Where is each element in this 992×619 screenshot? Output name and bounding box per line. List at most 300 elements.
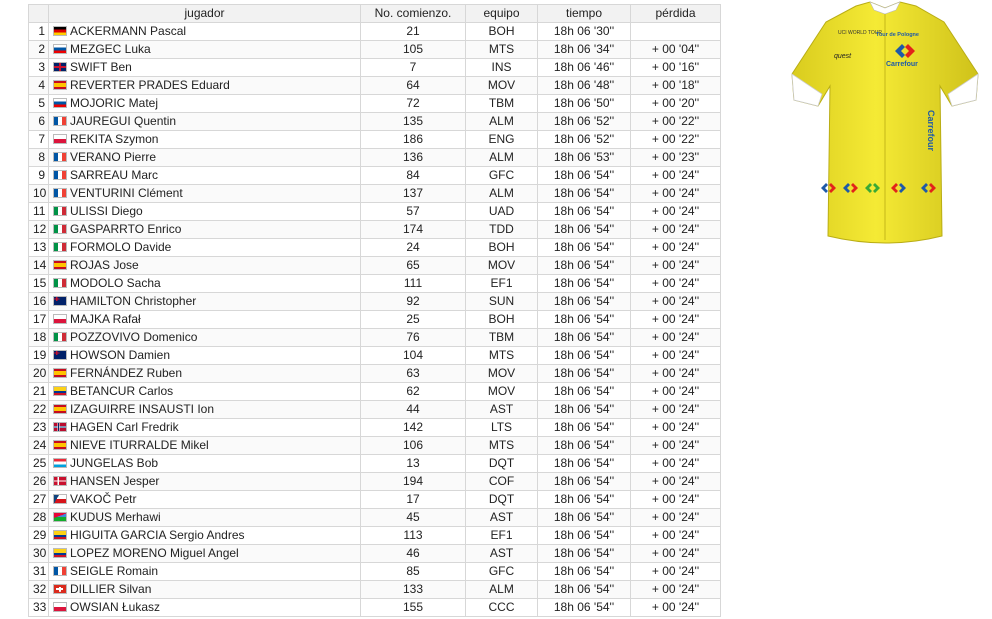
time-cell: 18h 06 '54'' — [538, 599, 631, 617]
position-cell: 27 — [29, 491, 49, 509]
country-flag-icon — [53, 530, 67, 540]
team-cell: ALM — [466, 185, 538, 203]
time-cell: 18h 06 '54'' — [538, 293, 631, 311]
time-cell: 18h 06 '53'' — [538, 149, 631, 167]
rider-cell — [49, 473, 361, 491]
position-cell: 22 — [29, 401, 49, 419]
gap-cell: + 00 '24'' — [631, 293, 721, 311]
gap-cell: + 00 '24'' — [631, 347, 721, 365]
country-flag-icon — [53, 80, 67, 90]
team-cell: TBM — [466, 95, 538, 113]
rider-cell — [49, 221, 361, 239]
rider-name-link[interactable]: ULISSI Diego — [70, 204, 143, 218]
rider-name-link[interactable]: MEZGEC Luka — [70, 42, 151, 56]
team-cell: TDD — [466, 221, 538, 239]
rider-cell — [49, 401, 361, 419]
time-cell: 18h 06 '48'' — [538, 77, 631, 95]
rider-name-link[interactable]: VENTURINI Clément — [70, 186, 183, 200]
rider-cell — [49, 167, 361, 185]
header-time[interactable]: tiempo — [538, 5, 631, 23]
rider-cell — [49, 149, 361, 167]
start-number-cell: 44 — [361, 401, 466, 419]
position-cell: 15 — [29, 275, 49, 293]
rider-cell — [49, 275, 361, 293]
gap-cell: + 00 '24'' — [631, 581, 721, 599]
country-flag-icon — [53, 134, 67, 144]
start-number-cell: 135 — [361, 113, 466, 131]
rider-name-link[interactable]: FORMOLO Davide — [70, 240, 172, 254]
time-cell: 18h 06 '54'' — [538, 509, 631, 527]
position-cell: 1 — [29, 23, 49, 41]
rider-cell — [49, 347, 361, 365]
gap-cell: + 00 '24'' — [631, 455, 721, 473]
gap-cell: + 00 '24'' — [631, 419, 721, 437]
position-cell: 30 — [29, 545, 49, 563]
rider-cell — [49, 77, 361, 95]
time-cell: 18h 06 '54'' — [538, 347, 631, 365]
country-flag-icon — [53, 242, 67, 252]
country-flag-icon — [53, 98, 67, 108]
country-flag-icon — [53, 476, 67, 486]
country-flag-icon — [53, 368, 67, 378]
time-cell: 18h 06 '54'' — [538, 581, 631, 599]
table-row — [29, 113, 721, 131]
team-cell: EF1 — [466, 527, 538, 545]
team-cell: BOH — [466, 23, 538, 41]
header-position — [29, 5, 49, 23]
country-flag-icon — [53, 170, 67, 180]
team-cell: GFC — [466, 563, 538, 581]
rider-cell — [49, 257, 361, 275]
rider-name-link[interactable]: LOPEZ MORENO Miguel Angel — [70, 546, 239, 560]
table-row — [29, 77, 721, 95]
team-cell: BOH — [466, 311, 538, 329]
time-cell: 18h 06 '54'' — [538, 401, 631, 419]
gap-cell — [631, 23, 721, 41]
time-cell: 18h 06 '54'' — [538, 167, 631, 185]
time-cell: 18h 06 '46'' — [538, 59, 631, 77]
rider-cell — [49, 455, 361, 473]
start-number-cell: 24 — [361, 239, 466, 257]
table-row — [29, 257, 721, 275]
time-cell: 18h 06 '54'' — [538, 311, 631, 329]
jersey-race-logo-text: Tour de Pologne — [876, 32, 919, 38]
team-cell: INS — [466, 59, 538, 77]
rider-cell — [49, 203, 361, 221]
table-row — [29, 419, 721, 437]
rider-cell — [49, 293, 361, 311]
gap-cell: + 00 '24'' — [631, 473, 721, 491]
table-row — [29, 527, 721, 545]
team-cell: MOV — [466, 77, 538, 95]
time-cell: 18h 06 '54'' — [538, 491, 631, 509]
rider-name-link[interactable]: MODOLO Sacha — [70, 276, 161, 290]
country-flag-icon — [53, 386, 67, 396]
gap-cell: + 00 '24'' — [631, 491, 721, 509]
start-number-cell: 13 — [361, 455, 466, 473]
team-cell: DQT — [466, 491, 538, 509]
table-row — [29, 455, 721, 473]
gap-cell: + 00 '24'' — [631, 185, 721, 203]
country-flag-icon — [53, 26, 67, 36]
team-cell: ALM — [466, 113, 538, 131]
team-cell: LTS — [466, 419, 538, 437]
rider-name-link[interactable]: JAUREGUI Quentin — [70, 114, 177, 128]
start-number-cell: 104 — [361, 347, 466, 365]
table-row — [29, 437, 721, 455]
position-cell: 12 — [29, 221, 49, 239]
start-number-cell: 92 — [361, 293, 466, 311]
rider-name-link[interactable]: MOJORIC Matej — [70, 96, 159, 110]
time-cell: 18h 06 '54'' — [538, 329, 631, 347]
rider-cell — [49, 527, 361, 545]
country-flag-icon — [53, 314, 67, 324]
jersey-carrefour-text: Carrefour — [886, 61, 918, 68]
team-cell: ALM — [466, 149, 538, 167]
rider-cell — [49, 131, 361, 149]
gap-cell: + 00 '24'' — [631, 311, 721, 329]
rider-name-link[interactable]: DILLIER Silvan — [70, 582, 152, 596]
gap-cell: + 00 '24'' — [631, 275, 721, 293]
gap-cell: + 00 '24'' — [631, 563, 721, 581]
rider-cell — [49, 491, 361, 509]
rider-name-link[interactable]: FERNÁNDEZ Ruben — [70, 366, 183, 380]
rider-cell — [49, 545, 361, 563]
team-cell: MOV — [466, 365, 538, 383]
position-cell: 31 — [29, 563, 49, 581]
country-flag-icon — [53, 440, 67, 450]
rider-name-link[interactable]: KUDUS Merhawi — [70, 510, 161, 524]
table-row — [29, 599, 721, 617]
jersey-body — [792, 2, 978, 243]
leader-jersey-image — [778, 0, 992, 250]
position-cell: 18 — [29, 329, 49, 347]
position-cell: 13 — [29, 239, 49, 257]
country-flag-icon — [53, 584, 67, 594]
team-cell: MTS — [466, 437, 538, 455]
table-row — [29, 95, 721, 113]
country-flag-icon — [53, 116, 67, 126]
position-cell: 7 — [29, 131, 49, 149]
position-cell: 9 — [29, 167, 49, 185]
country-flag-icon — [53, 62, 67, 72]
rider-name-link[interactable]: HAGEN Carl Fredrik — [70, 420, 179, 434]
start-number-cell: 142 — [361, 419, 466, 437]
time-cell: 18h 06 '52'' — [538, 113, 631, 131]
rider-cell — [49, 437, 361, 455]
team-cell: SUN — [466, 293, 538, 311]
position-cell: 26 — [29, 473, 49, 491]
country-flag-icon — [53, 350, 67, 360]
time-cell: 18h 06 '54'' — [538, 221, 631, 239]
start-number-cell: 113 — [361, 527, 466, 545]
table-row — [29, 149, 721, 167]
table-row — [29, 347, 721, 365]
table-row — [29, 473, 721, 491]
time-cell: 18h 06 '30'' — [538, 23, 631, 41]
rider-cell — [49, 311, 361, 329]
team-cell: AST — [466, 401, 538, 419]
start-number-cell: 133 — [361, 581, 466, 599]
position-cell: 16 — [29, 293, 49, 311]
team-cell: ENG — [466, 131, 538, 149]
rider-cell — [49, 599, 361, 617]
start-number-cell: 105 — [361, 41, 466, 59]
rider-name-link[interactable]: BETANCUR Carlos — [70, 384, 174, 398]
team-cell: MOV — [466, 383, 538, 401]
rider-name-link[interactable]: MAJKA Rafał — [70, 312, 141, 326]
country-flag-icon — [53, 404, 67, 414]
time-cell: 18h 06 '50'' — [538, 95, 631, 113]
team-cell: COF — [466, 473, 538, 491]
country-flag-icon — [53, 548, 67, 558]
position-cell: 32 — [29, 581, 49, 599]
table-header-row — [29, 5, 721, 23]
team-cell: EF1 — [466, 275, 538, 293]
position-cell: 5 — [29, 95, 49, 113]
gap-cell: + 00 '24'' — [631, 167, 721, 185]
gap-cell: + 00 '24'' — [631, 365, 721, 383]
time-cell: 18h 06 '54'' — [538, 275, 631, 293]
table-row — [29, 491, 721, 509]
team-cell: TBM — [466, 329, 538, 347]
start-number-cell: 45 — [361, 509, 466, 527]
time-cell: 18h 06 '54'' — [538, 545, 631, 563]
rider-name-link[interactable]: HIGUITA GARCIA Sergio Andres — [70, 528, 245, 542]
rider-cell — [49, 23, 361, 41]
team-cell: GFC — [466, 167, 538, 185]
start-number-cell: 63 — [361, 365, 466, 383]
gap-cell: + 00 '22'' — [631, 131, 721, 149]
rider-cell — [49, 509, 361, 527]
rider-cell — [49, 563, 361, 581]
table-row — [29, 329, 721, 347]
team-cell: DQT — [466, 455, 538, 473]
start-number-cell: 155 — [361, 599, 466, 617]
rider-cell — [49, 113, 361, 131]
position-cell: 6 — [29, 113, 49, 131]
start-number-cell: 136 — [361, 149, 466, 167]
team-cell: UAD — [466, 203, 538, 221]
start-number-cell: 76 — [361, 329, 466, 347]
table-row — [29, 59, 721, 77]
position-cell: 23 — [29, 419, 49, 437]
classification-table — [28, 4, 721, 617]
team-cell: AST — [466, 509, 538, 527]
rider-name-link[interactable]: HOWSON Damien — [70, 348, 171, 362]
position-cell: 17 — [29, 311, 49, 329]
country-flag-icon — [53, 494, 67, 504]
jersey-series-text: UCI WORLD TOUR — [838, 30, 882, 36]
time-cell: 18h 06 '54'' — [538, 257, 631, 275]
table-row — [29, 509, 721, 527]
country-flag-icon — [53, 512, 67, 522]
start-number-cell: 62 — [361, 383, 466, 401]
rider-name-link[interactable]: NIEVE ITURRALDE Mikel — [70, 438, 209, 452]
header-rider[interactable]: jugador — [49, 5, 361, 23]
country-flag-icon — [53, 152, 67, 162]
time-cell: 18h 06 '52'' — [538, 131, 631, 149]
time-cell: 18h 06 '54'' — [538, 455, 631, 473]
team-cell: ALM — [466, 581, 538, 599]
position-cell: 25 — [29, 455, 49, 473]
rider-cell — [49, 59, 361, 77]
rider-name-link[interactable]: HAMILTON Christopher — [70, 294, 197, 308]
start-number-cell: 17 — [361, 491, 466, 509]
position-cell: 28 — [29, 509, 49, 527]
start-number-cell: 46 — [361, 545, 466, 563]
table-row — [29, 365, 721, 383]
gap-cell: + 00 '22'' — [631, 113, 721, 131]
gap-cell: + 00 '24'' — [631, 509, 721, 527]
rider-cell — [49, 383, 361, 401]
position-cell: 10 — [29, 185, 49, 203]
table-row — [29, 131, 721, 149]
gap-cell: + 00 '20'' — [631, 95, 721, 113]
start-number-cell: 137 — [361, 185, 466, 203]
rider-cell — [49, 185, 361, 203]
position-cell: 11 — [29, 203, 49, 221]
rider-cell — [49, 581, 361, 599]
rider-name-link[interactable]: VERANO Pierre — [70, 150, 157, 164]
table-row — [29, 545, 721, 563]
country-flag-icon — [53, 566, 67, 576]
rider-name-link[interactable]: REVERTER PRADES Eduard — [70, 78, 230, 92]
rider-name-link[interactable]: SWIFT Ben — [70, 60, 132, 74]
country-flag-icon — [53, 332, 67, 342]
country-flag-icon — [53, 422, 67, 432]
start-number-cell: 174 — [361, 221, 466, 239]
start-number-cell: 84 — [361, 167, 466, 185]
country-flag-icon — [53, 206, 67, 216]
gap-cell: + 00 '24'' — [631, 221, 721, 239]
time-cell: 18h 06 '54'' — [538, 419, 631, 437]
time-cell: 18h 06 '54'' — [538, 473, 631, 491]
rider-cell — [49, 41, 361, 59]
time-cell: 18h 06 '54'' — [538, 527, 631, 545]
rider-name-link[interactable]: ACKERMANN Pascal — [70, 24, 187, 38]
table-row — [29, 581, 721, 599]
start-number-cell: 65 — [361, 257, 466, 275]
gap-cell: + 00 '24'' — [631, 203, 721, 221]
table-row — [29, 167, 721, 185]
position-cell: 20 — [29, 365, 49, 383]
rider-name-link[interactable]: OWSIAN Łukasz — [70, 600, 161, 614]
gap-cell: + 00 '24'' — [631, 401, 721, 419]
team-cell: BOH — [466, 239, 538, 257]
gap-cell: + 00 '24'' — [631, 599, 721, 617]
table-row — [29, 401, 721, 419]
position-cell: 19 — [29, 347, 49, 365]
country-flag-icon — [53, 44, 67, 54]
country-flag-icon — [53, 602, 67, 612]
time-cell: 18h 06 '54'' — [538, 203, 631, 221]
gap-cell: + 00 '24'' — [631, 239, 721, 257]
gap-cell: + 00 '24'' — [631, 329, 721, 347]
time-cell: 18h 06 '34'' — [538, 41, 631, 59]
position-cell: 3 — [29, 59, 49, 77]
position-cell: 29 — [29, 527, 49, 545]
start-number-cell: 85 — [361, 563, 466, 581]
country-flag-icon — [53, 188, 67, 198]
table-row — [29, 383, 721, 401]
country-flag-icon — [53, 458, 67, 468]
rider-name-link[interactable]: REKITA Szymon — [70, 132, 159, 146]
start-number-cell: 25 — [361, 311, 466, 329]
rider-name-link[interactable]: ROJAS Jose — [70, 258, 139, 272]
start-number-cell: 7 — [361, 59, 466, 77]
table-row — [29, 239, 721, 257]
position-cell: 14 — [29, 257, 49, 275]
start-number-cell: 21 — [361, 23, 466, 41]
time-cell: 18h 06 '54'' — [538, 365, 631, 383]
time-cell: 18h 06 '54'' — [538, 185, 631, 203]
position-cell: 21 — [29, 383, 49, 401]
header-team[interactable]: equipo — [466, 5, 538, 23]
gap-cell: + 00 '24'' — [631, 545, 721, 563]
gap-cell: + 00 '16'' — [631, 59, 721, 77]
start-number-cell: 194 — [361, 473, 466, 491]
rider-name-link[interactable]: IZAGUIRRE INSAUSTI Ion — [70, 402, 215, 416]
rider-name-link[interactable]: JUNGELAS Bob — [70, 456, 159, 470]
gap-cell: + 00 '24'' — [631, 527, 721, 545]
rider-name-link[interactable]: SEIGLE Romain — [70, 564, 159, 578]
gap-cell: + 00 '24'' — [631, 257, 721, 275]
gap-cell: + 00 '04'' — [631, 41, 721, 59]
table-row — [29, 311, 721, 329]
country-flag-icon — [53, 224, 67, 234]
start-number-cell: 72 — [361, 95, 466, 113]
table-row — [29, 275, 721, 293]
gap-cell: + 00 '24'' — [631, 383, 721, 401]
team-cell: CCC — [466, 599, 538, 617]
rider-name-link[interactable]: VAKOČ Petr — [70, 492, 137, 506]
rider-name-link[interactable]: SARREAU Marc — [70, 168, 159, 182]
start-number-cell: 57 — [361, 203, 466, 221]
rider-cell — [49, 329, 361, 347]
start-number-cell: 64 — [361, 77, 466, 95]
rider-cell — [49, 419, 361, 437]
rider-name-link[interactable]: POZZOVIVO Domenico — [70, 330, 198, 344]
jersey-side-carrefour-text: Carrefour — [926, 110, 936, 152]
position-cell: 33 — [29, 599, 49, 617]
position-cell: 8 — [29, 149, 49, 167]
rider-cell — [49, 95, 361, 113]
rider-name-link[interactable]: GASPARRTO Enrico — [70, 222, 182, 236]
team-cell: MTS — [466, 41, 538, 59]
country-flag-icon — [53, 296, 67, 306]
header-start-number[interactable]: No. comienzo. — [361, 5, 466, 23]
table-row — [29, 185, 721, 203]
position-cell: 2 — [29, 41, 49, 59]
table-row — [29, 23, 721, 41]
time-cell: 18h 06 '54'' — [538, 383, 631, 401]
table-row — [29, 293, 721, 311]
gap-cell: + 00 '23'' — [631, 149, 721, 167]
header-gap[interactable]: pérdida — [631, 5, 721, 23]
rider-name-link[interactable]: HANSEN Jesper — [70, 474, 160, 488]
start-number-cell: 111 — [361, 275, 466, 293]
gap-cell: + 00 '18'' — [631, 77, 721, 95]
team-cell: AST — [466, 545, 538, 563]
position-cell: 4 — [29, 77, 49, 95]
rider-cell — [49, 239, 361, 257]
time-cell: 18h 06 '54'' — [538, 437, 631, 455]
rider-cell — [49, 365, 361, 383]
table-row — [29, 221, 721, 239]
table-row — [29, 563, 721, 581]
table-row — [29, 41, 721, 59]
